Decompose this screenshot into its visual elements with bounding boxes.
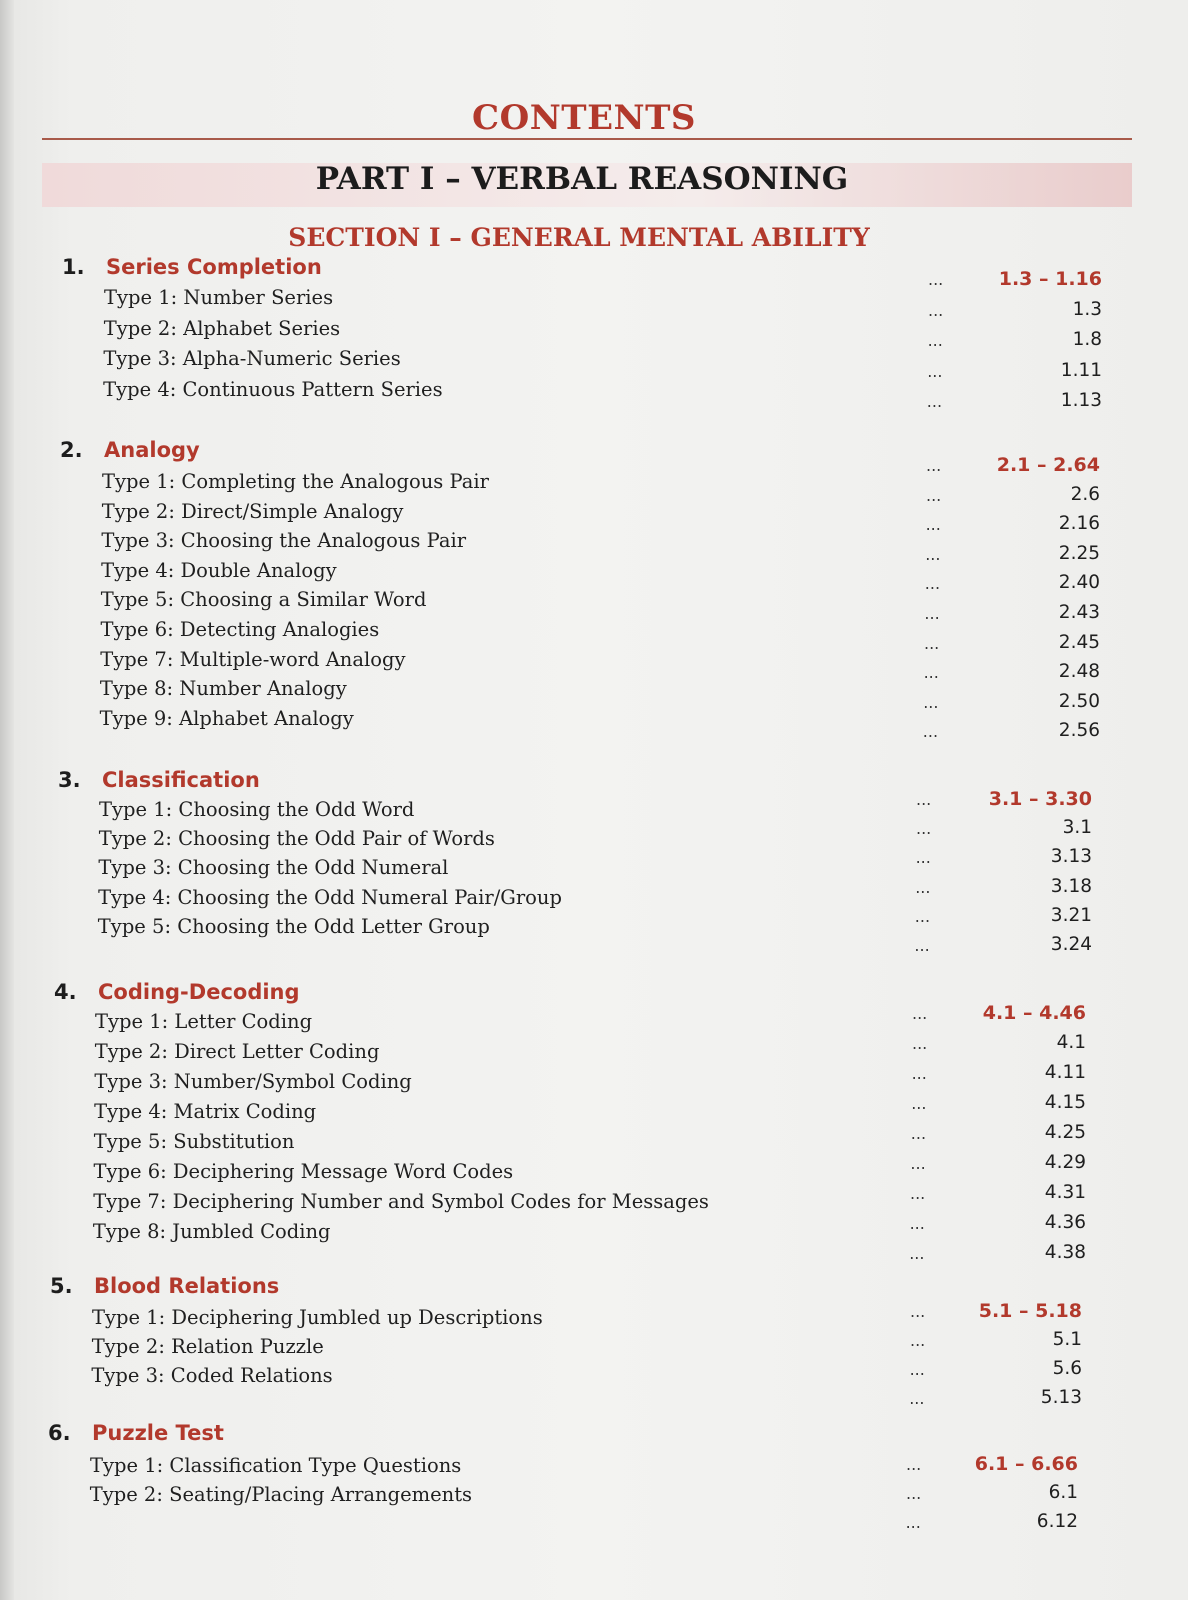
leader-dots: ... [927,361,943,381]
leader-dots: ... [910,1124,927,1143]
leader-dots: ... [928,300,944,320]
leader-dots: ... [914,906,931,926]
entry-page-number: 2.45 [1058,631,1100,653]
leader-dots: ... [906,1455,922,1474]
chapter-heading [48,1421,224,1445]
chapter-page-range: 3.1 – 3.30 [988,788,1092,810]
leader-dots: ... [916,790,932,809]
toc-entry[interactable]: Type 1: Completing the Analogous Pair [102,470,489,493]
chapter-heading [50,1274,279,1298]
entry-page-number: 2.43 [1058,602,1100,623]
toc-entry[interactable]: Type 1: Letter Coding [95,1010,313,1033]
leader-dots: ... [925,515,941,535]
chapter-number: 2. [60,438,83,462]
entry-page-number: 2.40 [1058,572,1100,594]
toc-entry[interactable]: Type 6: Detecting Analogies [100,618,380,641]
leader-dots: ... [926,485,942,505]
entry-page-number: 4.11 [1044,1062,1086,1083]
toc-entry[interactable]: Type 7: Multiple-word Analogy [100,647,406,671]
entry-page-number: 3.13 [1050,846,1092,868]
toc-entry[interactable]: Type 4: Double Analogy [101,558,337,582]
toc-entry[interactable]: Type 1: Classification Type Questions [90,1454,462,1477]
toc-entry[interactable]: Type 7: Deciphering Number and Symbol Codes for Messages [93,1190,709,1213]
leader-dots: ... [911,1064,927,1083]
toc-entry[interactable]: Type 4: Matrix Coding [94,1100,317,1123]
chapter-title[interactable]: Series Completion [106,255,322,279]
leader-dots: ... [924,574,941,594]
entry-page-number: 6.12 [1036,1511,1078,1532]
entry-page-number: 1.3 [1072,298,1102,320]
toc-entry[interactable]: Type 5: Substitution [93,1130,295,1153]
leader-dots: ... [911,1094,927,1113]
toc-entry[interactable]: Type 6: Deciphering Message Word Codes [93,1160,514,1183]
chapter-title[interactable]: Coding-Decoding [98,980,300,1004]
entry-page-number: 2.50 [1058,690,1100,712]
chapter-heading [62,255,322,279]
chapter-number: 1. [62,255,85,279]
leader-dots: ... [927,331,943,350]
leader-dots: ... [915,877,931,897]
toc-entry[interactable]: Type 4: Choosing the Odd Numeral Pair/Group [98,885,562,909]
leader-dots: ... [915,848,931,868]
entry-page-number: 1.11 [1060,359,1102,381]
toc-entry[interactable]: Type 9: Alphabet Analogy [99,706,354,730]
entry-page-number: 4.29 [1044,1152,1086,1173]
chapter-page-range: 2.1 – 2.64 [996,454,1100,476]
leader-dots: ... [924,633,940,653]
leader-dots: ... [909,1389,925,1408]
toc-entry[interactable]: Type 3: Coded Relations [91,1364,333,1387]
leader-dots: ... [925,544,941,564]
entry-page-number: 1.8 [1072,329,1102,350]
leader-dots: ... [912,1034,928,1053]
chapter-page-range: 6.1 – 6.66 [974,1453,1078,1475]
entry-page-number: 2.25 [1058,542,1100,564]
chapter-number: 3. [58,768,81,792]
leader-dots: ... [916,819,932,839]
toc-entry[interactable]: Type 8: Jumbled Coding [92,1220,331,1243]
leader-dots: ... [905,1513,921,1532]
entry-page-number: 4.36 [1044,1212,1086,1233]
entry-page-number: 4.31 [1044,1182,1086,1203]
leader-dots: ... [928,270,944,289]
leader-dots: ... [923,692,939,712]
chapter-heading [60,438,200,462]
leader-dots: ... [909,1244,925,1263]
leader-dots: ... [914,936,930,955]
chapter-title[interactable]: Classification [102,768,260,792]
toc-entry[interactable]: Type 2: Alphabet Series [103,316,341,340]
entry-page-number: 2.48 [1058,661,1100,683]
entry-page-number: 3.18 [1050,875,1092,897]
toc-entry[interactable]: Type 2: Direct Letter Coding [94,1040,380,1063]
leader-dots: ... [922,722,939,742]
chapter-number: 5. [50,1274,73,1298]
leader-dots: ... [909,1214,925,1233]
chapter-number: 6. [48,1421,71,1445]
entry-page-number: 2.6 [1070,483,1100,505]
chapter-title[interactable]: Analogy [104,438,200,462]
entry-page-number: 2.56 [1058,720,1100,742]
entry-page-number: 1.13 [1060,390,1102,411]
chapter-page-range: 1.3 – 1.16 [998,268,1102,290]
chapter-heading [58,768,260,792]
entry-page-number: 2.16 [1058,513,1100,535]
toc-entry[interactable]: Type 3: Choosing the Analogous Pair [101,529,467,553]
leader-dots: ... [926,456,942,475]
entry-page-number: 5.1 [1052,1329,1082,1350]
entry-page-number: 4.38 [1044,1242,1086,1263]
toc-entry[interactable]: Type 2: Choosing the Odd Pair of Words [98,827,495,851]
leader-dots: ... [924,604,940,623]
entry-page-number: 5.13 [1040,1387,1082,1408]
toc-entry[interactable]: Type 2: Seating/Placing Arrangements [89,1483,473,1506]
contents-title: CONTENTS [472,98,696,138]
entry-page-number: 6.1 [1048,1482,1078,1503]
entry-page-number: 5.6 [1052,1358,1082,1379]
leader-dots: ... [910,1302,926,1321]
title-rule [42,138,1132,140]
toc-entry[interactable]: Type 2: Relation Puzzle [91,1335,324,1358]
entry-page-number: 4.1 [1056,1032,1086,1053]
chapter-title[interactable]: Blood Relations [94,1274,280,1298]
entry-page-number: 3.1 [1062,817,1092,839]
toc-entry[interactable]: Type 3: Choosing the Odd Numeral [98,856,449,880]
chapter-page-range: 4.1 – 4.46 [982,1002,1086,1024]
leader-dots: ... [923,663,939,683]
entry-page-number: 4.15 [1044,1092,1086,1113]
leader-dots: ... [910,1154,926,1173]
leader-dots: ... [910,1184,926,1203]
toc-entry[interactable]: Type 2: Direct/Simple Analogy [101,499,404,523]
section-title: SECTION I – GENERAL MENTAL ABILITY [288,223,870,252]
toc-entry[interactable]: Type 3: Alpha-Numeric Series [103,347,401,370]
toc-entry[interactable]: Type 5: Choosing a Similar Word [100,588,427,612]
leader-dots: ... [926,392,943,411]
leader-dots: ... [912,1004,928,1023]
leader-dots: ... [910,1331,926,1350]
toc-entry[interactable]: Type 3: Number/Symbol Coding [94,1070,412,1093]
toc-entry[interactable]: Type 1: Choosing the Odd Word [99,798,415,821]
chapter-number: 4. [54,980,77,1004]
leader-dots: ... [906,1484,922,1503]
leader-dots: ... [909,1360,925,1379]
toc-entry[interactable]: Type 1: Number Series [104,286,334,309]
chapter-heading [54,980,300,1004]
entry-page-number: 3.21 [1050,904,1092,926]
toc-entry[interactable]: Type 4: Continuous Pattern Series [103,377,443,401]
entry-page-number: 4.25 [1044,1122,1086,1143]
toc-entry[interactable]: Type 8: Number Analogy [99,677,347,701]
chapter-title[interactable]: Puzzle Test [92,1421,224,1445]
chapter-page-range: 5.1 – 5.18 [978,1300,1082,1322]
entry-page-number: 3.24 [1050,934,1092,955]
toc-entry[interactable]: Type 5: Choosing the Odd Letter Group [97,914,490,938]
toc-entry[interactable]: Type 1: Deciphering Jumbled up Descriptions [92,1306,543,1329]
part-title: PART I – VERBAL REASONING [315,161,849,197]
